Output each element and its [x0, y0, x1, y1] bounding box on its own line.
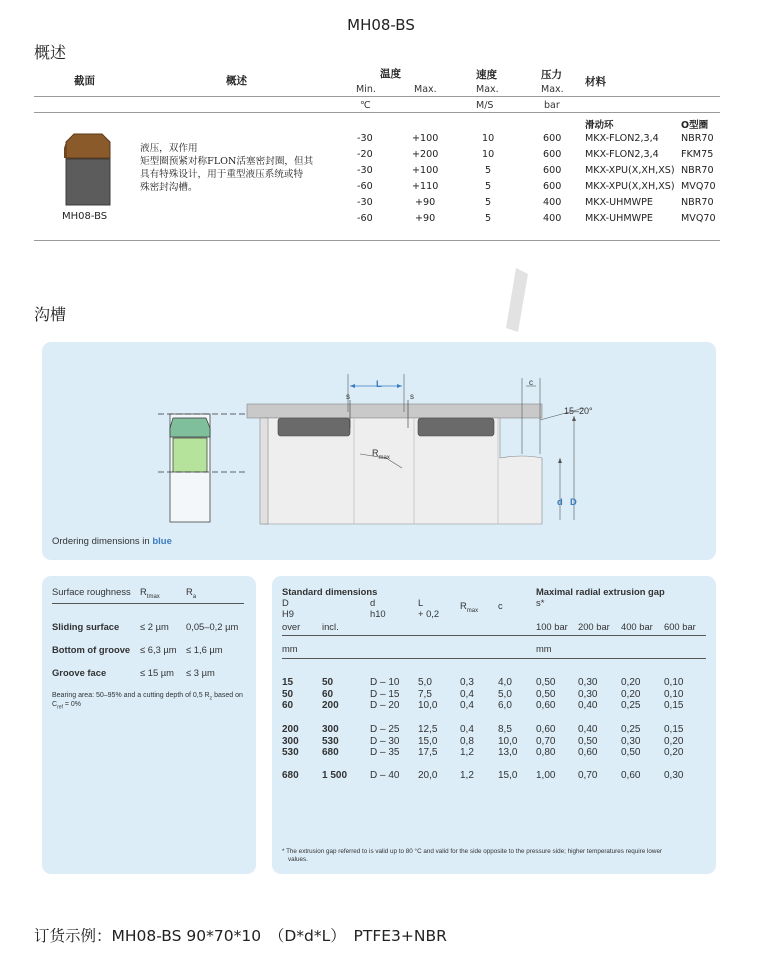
cell-gap: 0,20 [664, 747, 684, 758]
cell-oring-material: FKM75 [681, 149, 714, 160]
cell-temp-max: +90 [415, 213, 436, 224]
cell-temp-min: -60 [357, 213, 373, 224]
cell-speed: 10 [482, 133, 495, 144]
gap-s: s* [536, 597, 545, 608]
units-rule [34, 112, 720, 113]
cell-over: 50 [282, 688, 294, 700]
document-title: MH08-BS [347, 16, 415, 34]
unit-pressure: bar [544, 100, 560, 111]
ra-sub: a [192, 593, 197, 600]
col-L: L [418, 597, 424, 608]
col-H9: H9 [282, 608, 294, 619]
header-temp-min: Min. [356, 84, 376, 95]
dim-label-D: D [570, 496, 577, 507]
cell-c: 4,0 [498, 677, 512, 688]
cell-over: 15 [282, 677, 294, 688]
ordering-note [52, 536, 172, 547]
dimensions-unit-rule [282, 658, 706, 659]
cylinder-bore [247, 404, 542, 418]
cell-oring-material: NBR70 [681, 133, 714, 144]
order-example: 订货示例：MH08-BS 90*70*10 （D*d*L） PTFE3+NBR [34, 927, 447, 945]
cell-temp-min: -30 [357, 197, 373, 208]
groove-drawing-panel [42, 342, 716, 560]
cell-gap: 0,60 [536, 700, 556, 711]
header-temp-max: Max. [414, 84, 437, 95]
cell-over: 680 [282, 770, 299, 781]
cell-speed: 10 [482, 149, 495, 160]
cell-d: D – 20 [370, 700, 400, 711]
unit-mm-right: mm [536, 643, 552, 654]
cell-oring-material: MVQ70 [681, 181, 716, 192]
cell-R: 0,8 [460, 735, 474, 747]
rmax-sub: max [378, 454, 390, 461]
dim-label-s-left: s [346, 392, 350, 401]
cell-oring-material: NBR70 [681, 197, 714, 208]
cell-gap: 0,60 [578, 747, 598, 758]
cell-gap: 0,10 [664, 677, 684, 688]
cell-pressure: 600 [543, 181, 562, 192]
unit-mm-left: mm [282, 643, 298, 654]
dim-label-d: d [557, 496, 563, 507]
cell-over: 60 [282, 700, 294, 711]
slide-ring-shape [66, 134, 110, 158]
cell-gap: 0,10 [664, 688, 684, 700]
cell-d: D – 30 [370, 735, 400, 747]
note-text: based on [212, 692, 243, 699]
roughness-ra: ≤ 3 µm [186, 667, 215, 678]
header-pressure: 压力 [541, 69, 562, 81]
description-line: 矩型圈预紧对称FLON活塞密封圈，但其 [140, 156, 314, 167]
seal-oring-section [173, 438, 207, 472]
cell-gap: 0,80 [536, 747, 556, 758]
cell-L: 12,5 [418, 724, 438, 735]
cell-gap: 0,50 [536, 688, 556, 700]
dimensions-title: Standard dimensions [282, 586, 378, 597]
pressure-600: 600 bar [664, 621, 696, 632]
cell-speed: 5 [485, 197, 492, 208]
cell-slide-material: MKX-FLON2,3,4 [585, 133, 659, 144]
cell-pressure: 600 [543, 149, 562, 160]
cell-gap: 0,60 [536, 724, 556, 735]
cell-L: 17,5 [418, 747, 438, 758]
cell-slide-material: MKX-XPU(X,XH,XS) [585, 181, 675, 192]
cell-c: 13,0 [498, 747, 518, 758]
overview-bottom-rule [34, 240, 720, 241]
cell-pressure: 400 [543, 197, 562, 208]
o-ring-shape [66, 159, 110, 205]
cell-c: 5,0 [498, 688, 512, 700]
footnote-line1: * The extrusion gap referred to is valid up to 80 °C and valid for the side opposite to the pressure side; higher temperatures require lower [282, 848, 663, 855]
cell-gap: 0,60 [621, 770, 641, 781]
cell-incl: 60 [322, 688, 334, 700]
seal-description [140, 142, 340, 194]
col-D: D [282, 597, 289, 608]
roughness-note-line2 [52, 701, 81, 710]
ra-main: R [186, 586, 193, 597]
col-c: c [498, 600, 503, 611]
header-description: 概述 [226, 75, 247, 87]
cell-slide-material: MKX-XPU(X,XH,XS) [585, 165, 675, 176]
cell-gap: 0,20 [621, 677, 641, 688]
cell-d: D – 10 [370, 677, 400, 688]
cell-oring-material: NBR70 [681, 165, 714, 176]
piston-left-face [260, 418, 268, 524]
cell-c: 6,0 [498, 700, 512, 711]
cell-L: 15,0 [418, 735, 438, 747]
cell-gap: 0,30 [578, 688, 598, 700]
cell-pressure: 400 [543, 213, 562, 224]
header-speed-max: Max. [476, 84, 499, 95]
cell-d: D – 40 [370, 770, 400, 781]
cell-incl: 530 [322, 735, 339, 747]
cell-gap: 0,15 [664, 700, 684, 711]
cell-temp-min: -20 [357, 149, 373, 160]
cell-gap: 0,15 [664, 724, 684, 735]
rmax-sub: max [466, 607, 479, 614]
cell-L: 20,0 [418, 770, 438, 781]
rmax-main: R [460, 600, 467, 611]
cell-gap: 0,40 [578, 700, 598, 711]
cell-gap: 0,25 [621, 700, 641, 711]
header-slide-ring: 滑动环 [585, 120, 614, 131]
cell-pressure: 600 [543, 133, 562, 144]
rmax-main: R [372, 448, 379, 458]
cell-slide-material: MKX-FLON2,3,4 [585, 149, 659, 160]
col-Rmax [460, 600, 478, 614]
cell-d: D – 25 [370, 724, 400, 735]
description-line: 具有特殊设计，用于重型液压系统或特 [140, 169, 304, 180]
cell-speed: 5 [485, 165, 492, 176]
groove-section-title: 沟槽 [34, 305, 67, 324]
col-L-tol: + 0,2 [418, 608, 440, 619]
rt-sub: tmax [146, 593, 160, 600]
cell-temp-max: +200 [412, 149, 439, 160]
col-incl: incl. [322, 621, 339, 632]
cell-R: 0,3 [460, 677, 474, 688]
roughness-ra: 0,05–0,2 µm [186, 621, 239, 632]
cell-gap: 0,70 [578, 770, 598, 781]
pressure-400: 400 bar [621, 621, 653, 632]
cell-temp-max: +100 [412, 165, 439, 176]
cell-speed: 5 [485, 181, 492, 192]
roughness-ra: ≤ 1,6 µm [186, 644, 223, 655]
note-sub: ref [57, 704, 63, 711]
cell-c: 15,0 [498, 770, 518, 781]
cell-gap: 0,70 [536, 735, 556, 747]
header-rule [34, 96, 720, 97]
cell-gap: 0,30 [664, 770, 684, 781]
note-sub: z [209, 695, 213, 702]
seal-profile-graphic [60, 132, 116, 208]
overview-section-title: 概述 [34, 43, 67, 62]
cell-gap: 0,40 [578, 724, 598, 735]
cell-gap: 0,50 [536, 677, 556, 688]
header-o-ring: O型圈 [681, 120, 709, 131]
cell-d: D – 15 [370, 688, 400, 700]
ordering-note-text: Ordering dimensions in [52, 536, 153, 547]
cell-d: D – 35 [370, 747, 400, 758]
unit-temp: ℃ [360, 100, 371, 111]
cell-R: 0,4 [460, 688, 474, 700]
cell-temp-max: +100 [412, 133, 439, 144]
dim-label-angle: 15–20° [564, 406, 593, 416]
note-text: Bearing area: 50–95% and a cutting depth of 0,5 R [52, 692, 210, 699]
cell-temp-min: -30 [357, 165, 373, 176]
cell-oring-material: MVQ70 [681, 213, 716, 224]
cell-temp-max: +90 [415, 197, 436, 208]
ordering-note-blue: blue [152, 536, 172, 547]
note-text: C [52, 701, 58, 708]
note-text: = 0% [62, 701, 82, 708]
gap-title: Maximal radial extrusion gap [536, 586, 665, 597]
roughness-label: Groove face [52, 667, 107, 678]
dim-label-c: c [529, 378, 533, 387]
cell-temp-max: +110 [412, 181, 439, 192]
cell-gap: 0,20 [621, 688, 641, 700]
roughness-label: Bottom of groove [52, 644, 131, 655]
roughness-col-rt [140, 586, 160, 600]
cell-temp-min: -30 [357, 133, 373, 144]
profile-label: MH08-BS [62, 211, 108, 222]
cell-incl: 1 500 [322, 770, 348, 781]
roughness-rt: ≤ 6,3 µm [140, 644, 177, 655]
cell-gap: 0,25 [621, 724, 641, 735]
cell-L: 5,0 [418, 677, 432, 688]
cell-temp-min: -60 [357, 181, 373, 192]
unit-speed: M/S [476, 100, 494, 111]
cell-over: 530 [282, 747, 299, 758]
cell-c: 8,5 [498, 724, 512, 735]
pressure-200: 200 bar [578, 621, 610, 632]
roughness-label: Sliding surface [52, 621, 120, 632]
cell-speed: 5 [485, 213, 492, 224]
dimensions-panel [272, 576, 716, 874]
roughness-col-ra [186, 586, 196, 600]
cell-c: 10,0 [498, 735, 518, 747]
header-speed: 速度 [476, 69, 497, 81]
header-cross-section: 截面 [74, 75, 95, 87]
cell-pressure: 600 [543, 165, 562, 176]
description-line: 液压，双作用 [140, 143, 198, 154]
cell-R: 0,4 [460, 724, 474, 735]
cell-over: 300 [282, 735, 299, 747]
dim-label-s-right: s [410, 392, 414, 401]
cell-R: 0,4 [460, 700, 474, 711]
cell-R: 1,2 [460, 747, 474, 758]
seal-ring-section [170, 418, 210, 437]
cell-incl: 300 [322, 724, 339, 735]
cell-incl: 50 [322, 677, 334, 688]
col-over: over [282, 621, 301, 632]
groove-right [418, 418, 494, 436]
cell-incl: 680 [322, 747, 339, 758]
cell-over: 200 [282, 724, 299, 735]
description-line: 殊密封沟槽。 [140, 182, 198, 193]
cell-L: 7,5 [418, 688, 432, 700]
cell-slide-material: MKX-UHMWPE [585, 197, 653, 208]
dimensions-header-rule [282, 635, 706, 636]
cell-gap: 0,30 [621, 735, 641, 747]
dim-label-rmax [372, 448, 390, 461]
roughness-rt: ≤ 15 µm [140, 667, 174, 678]
roughness-panel [42, 576, 256, 874]
rt-main: R [140, 586, 147, 597]
col-h10: h10 [370, 608, 386, 619]
header-temperature: 温度 [380, 68, 401, 80]
cell-gap: 0,50 [578, 735, 598, 747]
roughness-rule [52, 603, 244, 604]
cell-gap: 0,20 [664, 735, 684, 747]
header-pressure-max: Max. [541, 84, 564, 95]
cell-L: 10,0 [418, 700, 438, 711]
roughness-title: Surface roughness [52, 586, 131, 597]
roughness-rt: ≤ 2 µm [140, 621, 169, 632]
dim-label-L: L [376, 378, 382, 389]
col-d: d [370, 597, 376, 608]
cell-R: 1,2 [460, 770, 474, 781]
cell-gap: 0,30 [578, 677, 598, 688]
roughness-note-line1 [52, 692, 243, 701]
watermark-stroke [500, 266, 536, 336]
groove-left [278, 418, 350, 436]
cell-incl: 200 [322, 700, 339, 711]
cell-gap: 1,00 [536, 770, 556, 781]
slide-ring-edge [64, 142, 66, 158]
header-material: 材料 [585, 76, 606, 88]
pressure-100: 100 bar [536, 621, 568, 632]
footnote-line2: values. [288, 856, 308, 863]
cell-gap: 0,50 [621, 747, 641, 758]
cell-slide-material: MKX-UHMWPE [585, 213, 653, 224]
